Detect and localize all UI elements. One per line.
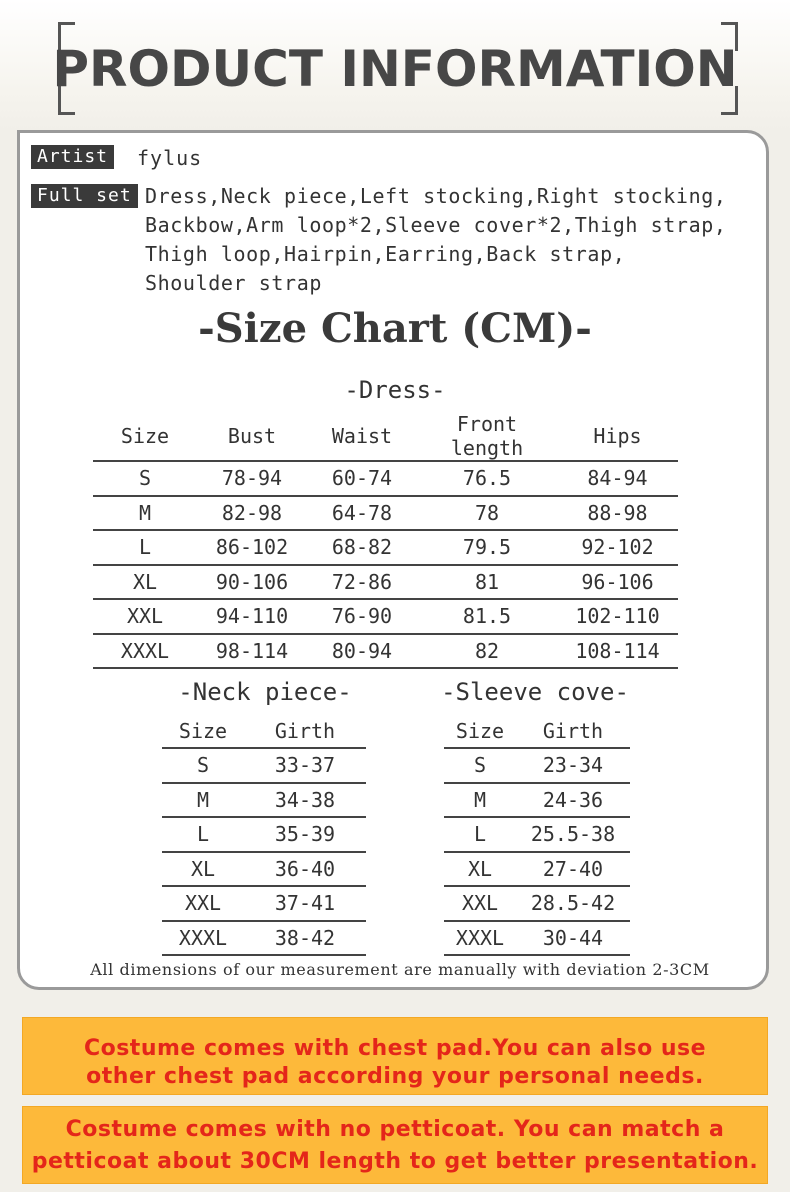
table-cell: 78-94 (197, 461, 307, 496)
neck-title: -Neck piece- (178, 678, 352, 706)
table-cell: M (93, 496, 197, 531)
table-cell: XXXL (93, 634, 197, 669)
notice-line: other chest pad according your personal needs. (86, 1064, 704, 1089)
measurement-footnote: All dimensions of our measurement are manually with deviation 2-3CM (90, 960, 710, 979)
table-cell: 92-102 (557, 530, 678, 565)
table-cell: 76.5 (417, 461, 557, 496)
artist-row (31, 145, 114, 171)
table-cell: L (93, 530, 197, 565)
table-cell: 25.5-38 (516, 817, 630, 852)
table-row (444, 852, 630, 887)
table-row (162, 921, 366, 956)
artist-value: fylus (137, 146, 203, 170)
table-row (93, 565, 678, 600)
fullset-list (145, 182, 765, 298)
table-row (444, 817, 630, 852)
table-row (444, 783, 630, 818)
table-cell: XL (444, 852, 516, 887)
dress-col-front-length: Front length (417, 412, 557, 461)
sleeve-table (444, 714, 630, 956)
table-row (93, 496, 678, 531)
table-row (162, 886, 366, 921)
table-cell: 82 (417, 634, 557, 669)
table-cell: M (444, 783, 516, 818)
table-cell: L (444, 817, 516, 852)
table-cell: XXL (93, 599, 197, 634)
table-cell: XXXL (444, 921, 516, 956)
table-cell: 33-37 (244, 748, 366, 783)
table-cell: XXL (444, 886, 516, 921)
table-cell: 108-114 (557, 634, 678, 669)
table-cell: S (444, 748, 516, 783)
table-cell: 82-98 (197, 496, 307, 531)
table-cell: 90-106 (197, 565, 307, 600)
table-row (162, 852, 366, 887)
table-cell: 84-94 (557, 461, 678, 496)
table-cell: XXL (162, 886, 244, 921)
table-cell: 60-74 (307, 461, 417, 496)
table-cell: 27-40 (516, 852, 630, 887)
dress-col-size: Size (93, 412, 197, 461)
table-cell: 86-102 (197, 530, 307, 565)
dress-col-hips: Hips (557, 412, 678, 461)
table-row (93, 530, 678, 565)
fullset-line: Shoulder strap (145, 271, 322, 295)
table-cell: 79.5 (417, 530, 557, 565)
table-cell: 94-110 (197, 599, 307, 634)
table-row (93, 599, 678, 634)
fullset-label-wrap (31, 184, 138, 208)
notice-line: petticoat about 30CM length to get better presentation. (31, 1149, 759, 1174)
sleeve-header-row (444, 714, 630, 748)
table-cell: M (162, 783, 244, 818)
table-row (162, 783, 366, 818)
table-row (93, 461, 678, 496)
table-cell: 34-38 (244, 783, 366, 818)
table-cell: 64-78 (307, 496, 417, 531)
table-cell: 30-44 (516, 921, 630, 956)
table-row (444, 921, 630, 956)
table-cell: XXXL (162, 921, 244, 956)
notice-line: Costume comes with no petticoat. You can match a (65, 1117, 725, 1142)
table-cell: 96-106 (557, 565, 678, 600)
table-cell: 35-39 (244, 817, 366, 852)
table-cell: 68-82 (307, 530, 417, 565)
table-cell: 76-90 (307, 599, 417, 634)
chest-pad-notice (22, 1017, 768, 1095)
table-cell: S (93, 461, 197, 496)
table-cell: 36-40 (244, 852, 366, 887)
notice-line: Costume comes with chest pad.You can also use (83, 1036, 707, 1061)
table-cell: 102-110 (557, 599, 678, 634)
dress-col-waist: Waist (307, 412, 417, 461)
table-cell: 81.5 (417, 599, 557, 634)
dress-col-bust: Bust (197, 412, 307, 461)
petticoat-notice (22, 1106, 768, 1184)
table-cell: 72-86 (307, 565, 417, 600)
neck-table (162, 714, 366, 956)
page-title: PRODUCT INFORMATION (52, 40, 738, 98)
table-row (162, 817, 366, 852)
table-cell: 80-94 (307, 634, 417, 669)
dress-header-row (93, 412, 678, 461)
table-row (162, 748, 366, 783)
table-cell: 37-41 (244, 886, 366, 921)
table-cell: 24-36 (516, 783, 630, 818)
table-cell: 23-34 (516, 748, 630, 783)
table-row (93, 634, 678, 669)
artist-label: Artist (31, 145, 114, 169)
table-row (444, 886, 630, 921)
fullset-line: Thigh loop,Hairpin,Earring,Back strap, (145, 242, 626, 266)
table-cell: S (162, 748, 244, 783)
fullset-line: Backbow,Arm loop*2,Sleeve cover*2,Thigh strap, (145, 213, 727, 237)
table-cell: L (162, 817, 244, 852)
table-cell: 88-98 (557, 496, 678, 531)
neck-col-size: Size (162, 714, 244, 748)
table-cell: XL (162, 852, 244, 887)
table-cell: 81 (417, 565, 557, 600)
dress-table (93, 412, 678, 669)
fullset-label: Full set (31, 184, 138, 208)
size-chart-title: -Size Chart (CM)- (198, 305, 592, 352)
neck-col-girth: Girth (244, 714, 366, 748)
sleeve-title: -Sleeve cove- (441, 678, 629, 706)
neck-header-row (162, 714, 366, 748)
table-cell: 38-42 (244, 921, 366, 956)
sleeve-col-size: Size (444, 714, 516, 748)
sleeve-col-girth: Girth (516, 714, 630, 748)
table-cell: XL (93, 565, 197, 600)
table-cell: 78 (417, 496, 557, 531)
table-cell: 28.5-42 (516, 886, 630, 921)
dress-title: -Dress- (344, 376, 446, 404)
table-cell: 98-114 (197, 634, 307, 669)
table-row (444, 748, 630, 783)
fullset-line: Dress,Neck piece,Left stocking,Right stocking, (145, 184, 727, 208)
